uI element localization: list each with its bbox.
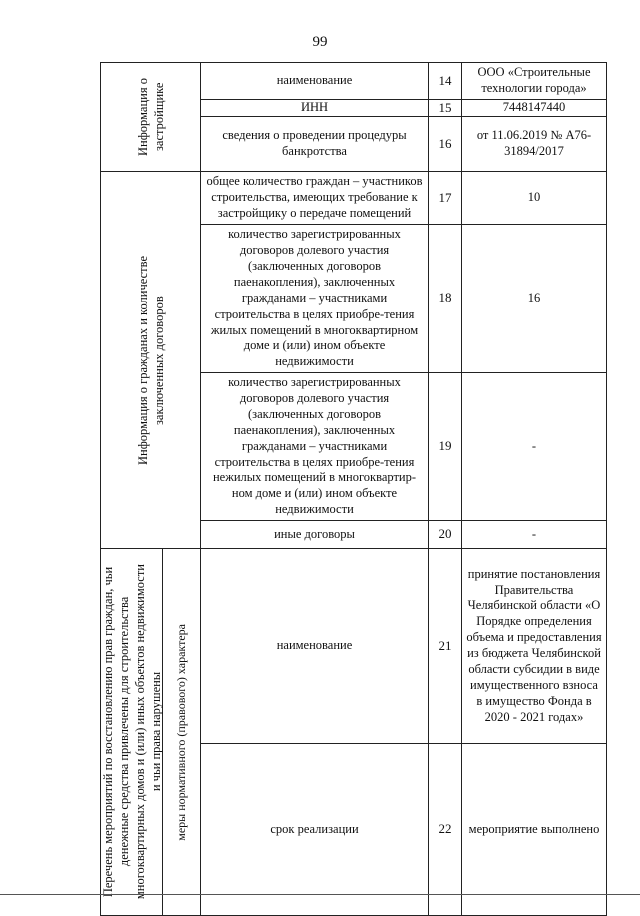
page-bottom-rule [0, 894, 640, 895]
row-number: 19 [429, 373, 462, 521]
row-number: 18 [429, 225, 462, 373]
table-row [101, 172, 607, 225]
row-value: 10 [462, 172, 607, 225]
row-number: 14 [429, 63, 462, 100]
row-label: ИНН [201, 99, 429, 117]
section-developer-title: Информация о застройщике [101, 63, 201, 172]
row-value: 16 [462, 225, 607, 373]
row-label: срок реализации [201, 744, 429, 916]
row-number: 15 [429, 99, 462, 117]
row-label: сведения о проведении процедуры банкротства [201, 117, 429, 172]
table-row [101, 63, 607, 100]
row-number: 16 [429, 117, 462, 172]
row-number: 17 [429, 172, 462, 225]
row-number: 21 [429, 549, 462, 744]
row-label: количество зарегистрированных договоров долевого участия (заключенных договоров паенакопления), заключенных гражданами – участниками строительства в целях приобре-тения жилых помещений в многоквартирном доме и (или) ином объекте недвижимости [201, 225, 429, 373]
row-number: 22 [429, 744, 462, 916]
subsection-normative-title: меры нормативного (правового) характера [163, 549, 201, 916]
section-citizens-title: Информация о гражданах и количестве заключенных договоров [101, 172, 201, 549]
section-measures-title: Перечень мероприятий по восстановлению прав граждан, чьи денежные средства привлечены для строительства многоквартирных домов и (или) иных объектов недвижимости и чьи права нарушены [101, 549, 163, 916]
row-value: - [462, 521, 607, 549]
row-number: 20 [429, 521, 462, 549]
row-label: общее количество граждан – участников строительства, имеющих требование к застройщику о передаче помещений [201, 172, 429, 225]
row-value: мероприятие выполнено [462, 744, 607, 916]
data-table [100, 62, 607, 916]
row-value: от 11.06.2019 № А76-31894/2017 [462, 117, 607, 172]
row-label: иные договоры [201, 521, 429, 549]
row-value: ООО «Строительные технологии города» [462, 63, 607, 100]
page-number: 99 [312, 34, 328, 50]
row-label: количество зарегистрированных договоров долевого участия (заключенных договоров паенакопления), заключенных гражданами – участниками строительства в целях приобре-тения нежилых помещений в многоквартир-ном доме и (или) ином объекте недвижимости [201, 373, 429, 521]
row-value: 7448147440 [462, 99, 607, 117]
table-row [101, 549, 607, 744]
row-label: наименование [201, 63, 429, 100]
row-value: принятие постановления Правительства Челябинской области «О Порядке определения объема и предоставления из бюджета Челябинской области субсидии в виде имущественного взноса в имущество Фонда в 2020 - 2021 годах» [462, 549, 607, 744]
row-label: наименование [201, 549, 429, 744]
row-value: - [462, 373, 607, 521]
